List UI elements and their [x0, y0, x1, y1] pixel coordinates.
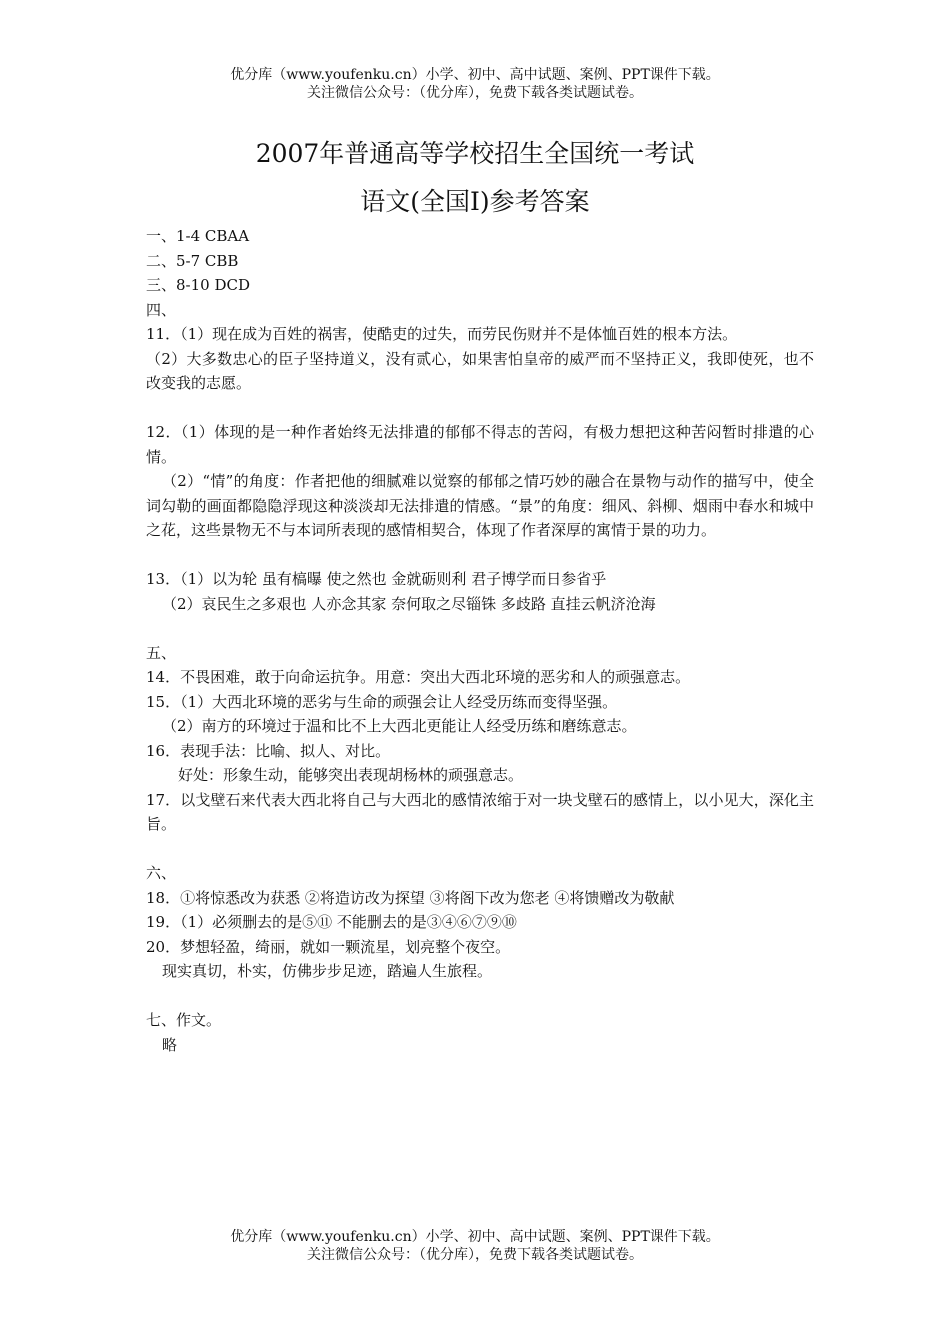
answer-16-part-2: 好处：形象生动，能够突出表现胡杨林的顽强意志。: [178, 766, 524, 784]
answer-11-part-1: 11．（1）现在成为百姓的祸害，使酷吏的过失，而劳民伤财并不是体恤百姓的根本方法。: [146, 325, 738, 343]
section-3-answers: 三、8-10 DCD: [146, 276, 250, 294]
answer-12-part-2: （2）“情”的角度：作者把他的细腻难以觉察的郁郁之情巧妙的融合在景物与动作的描写中，使全词勾勒的画面都隐隐浮现这种淡淡却无法排遣的情感。“景”的角度：细风、斜柳、烟雨中春水和城中之花，这些景物无不与本词所表现的感情相契合，体现了作者深厚的寓情于景的功力。: [146, 472, 814, 539]
page-footer: [0, 1228, 950, 1264]
header-line-2: 关注微信公众号：（优分库），免费下载各类试题试卷。: [307, 85, 643, 101]
header-line-1: 优分库（www.youfenku.cn）小学、初中、高中试题、案例、PPT课件下载。: [230, 67, 720, 83]
spacer: [146, 616, 814, 641]
section-2-answers: 二、5-7 CBB: [146, 251, 239, 270]
spacer: [146, 837, 814, 862]
answer-15-part-2: （2）南方的环境过于温和比不上大西北更能让人经受历练和磨练意志。: [162, 717, 637, 735]
answer-18: 18．①将惊悉改为获悉 ②将造访改为探望 ③将阁下改为您老 ④将馈赠改为敬献: [146, 888, 675, 907]
section-1-answers: 一、1-4 CBAA: [146, 227, 250, 245]
section-5-heading: 五、: [146, 643, 177, 662]
spacer: [146, 396, 814, 421]
answer-11-part-2: （2）大多数忠心的臣子坚持道义，没有贰心，如果害怕皇帝的威严而不坚持正义，我即使死，也不改变我的志愿。: [146, 349, 814, 392]
section-4-heading: 四、: [146, 300, 177, 319]
answer-15-part-1: 15．（1）大西北环境的恶劣与生命的顽强会让人经受历练而变得坚强。: [146, 692, 618, 711]
answer-20-part-2: 现实真切，朴实，仿佛步步足迹，踏遍人生旅程。: [162, 962, 493, 980]
answer-13-part-1: 13．（1）以为轮 虽有槁曝 使之然也 金就砺则利 君子博学而日参省乎: [146, 570, 607, 588]
section-7-heading: 七、作文。: [146, 1011, 222, 1029]
footer-line-1: 优分库（www.youfenku.cn）小学、初中、高中试题、案例、PPT课件下载。: [230, 1229, 720, 1245]
page-header: [0, 66, 950, 102]
document-title: 2007年普通高等学校招生全国统一考试: [255, 139, 695, 168]
answer-13-part-2: （2）哀民生之多艰也 人亦念其家 奈何取之尽锱铢 多歧路 直挂云帆济沧海: [162, 594, 656, 613]
document-subtitle: 语文(全国Ⅰ)参考答案: [360, 187, 590, 216]
section-6-heading: 六、: [146, 864, 177, 882]
answer-12-part-1: 12．（1）体现的是一种作者始终无法排遣的郁郁不得志的苦闷，有极力想把这种苦闷暂时排遣的心情。: [146, 423, 814, 466]
answer-19: 19．（1）必须删去的是⑤⑪ 不能删去的是③④⑥⑦⑨⑩: [146, 913, 517, 931]
spacer: [146, 984, 814, 1009]
answer-body: [146, 224, 814, 1057]
footer-line-2: 关注微信公众号：（优分库），免费下载各类试题试卷。: [307, 1247, 643, 1263]
essay-answer: 略: [162, 1035, 178, 1054]
answer-17: 17．以戈壁石来代表大西北将自己与大西北的感情浓缩于对一块戈壁石的感情上，以小见大，深化主旨。: [146, 790, 814, 833]
spacer: [146, 543, 814, 568]
answer-16-part-1: 16．表现手法：比喻、拟人、对比。: [146, 741, 391, 760]
answer-14: 14．不畏困难，敢于向命运抗争。用意：突出大西北环境的恶劣和人的顽强意志。: [146, 668, 691, 686]
answer-20-part-1: 20．梦想轻盈，绮丽，就如一颗流星，划亮整个夜空。: [146, 937, 511, 956]
